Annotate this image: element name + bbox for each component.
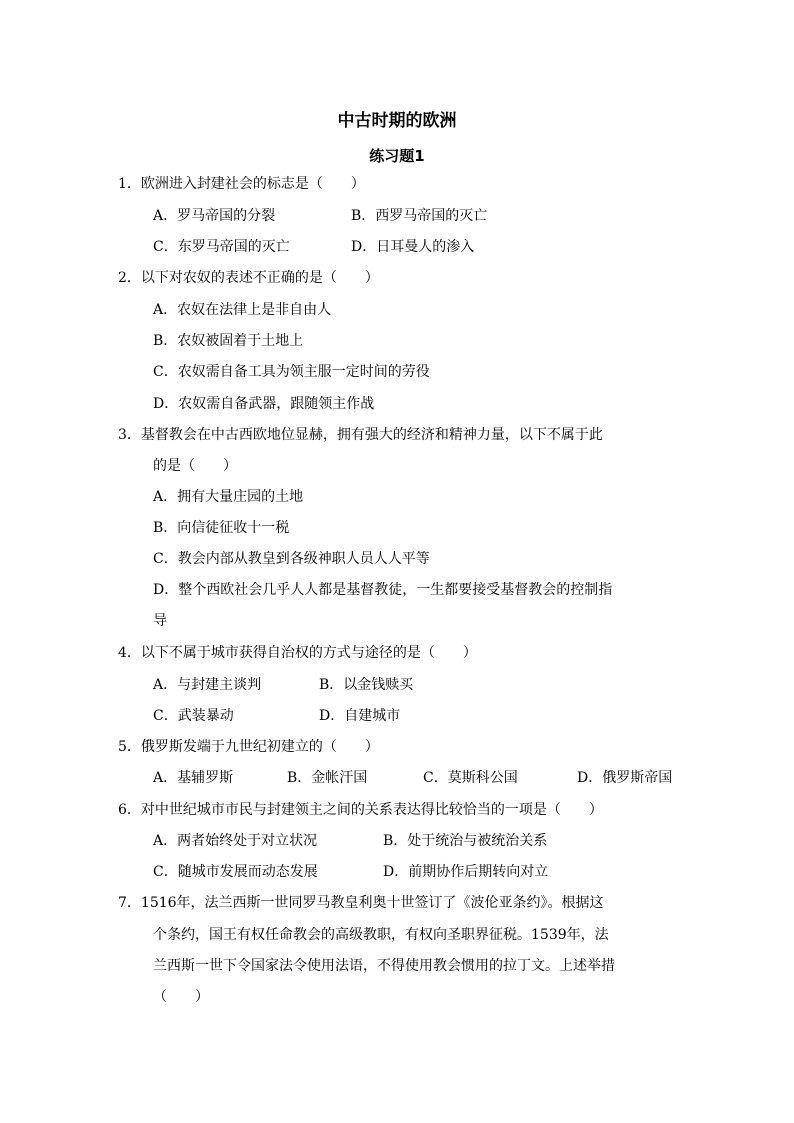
question-1-option-b: B．西罗马帝国的灭亡 bbox=[351, 208, 488, 224]
question-1-option-c: C．东罗马帝国的灭亡 bbox=[153, 239, 290, 255]
question-7-stem-line-1: 7．1516年，法兰西斯一世同罗马教皇利奥十世签订了《波伦亚条约》。根据这 bbox=[118, 895, 604, 911]
question-1-stem: 1．欧洲进入封建社会的标志是（ ） bbox=[118, 176, 365, 192]
question-2-stem: 2．以下对农奴的表述不正确的是（ ） bbox=[118, 270, 379, 286]
question-4-option-d: D．自建城市 bbox=[319, 708, 401, 724]
question-3-option-d: D．整个西欧社会几乎人人都是基督教徒，一生都要接受基督教会的控制指 bbox=[153, 582, 613, 598]
question-3-option-b: B．向信徒征收十一税 bbox=[153, 520, 290, 536]
question-5-option-a: A．基辅罗斯 bbox=[153, 770, 234, 786]
question-2-option-a: A．农奴在法律上是非自由人 bbox=[153, 302, 332, 318]
question-2-option-b: B．农奴被固着于土地上 bbox=[153, 333, 304, 349]
question-6-option-a: A．两者始终处于对立状况 bbox=[153, 833, 318, 849]
question-2-option-d: D．农奴需自备武器，跟随领主作战 bbox=[153, 396, 375, 412]
question-6-option-c: C．随城市发展而动态发展 bbox=[153, 864, 318, 880]
question-3-stem-line-2: 的是（ ） bbox=[153, 458, 237, 474]
question-5-option-c: C．莫斯科公国 bbox=[423, 770, 518, 786]
question-3-option-d-continued: 导 bbox=[153, 613, 167, 629]
question-6-stem: 6．对中世纪城市市民与封建领主之间的关系表达得比较恰当的一项是（ ） bbox=[118, 802, 603, 818]
question-5-option-b: B．金帐汗国 bbox=[287, 770, 368, 786]
question-6-option-b: B．处于统治与被统治关系 bbox=[383, 833, 548, 849]
question-2-option-c: C．农奴需自备工具为领主服一定时间的劳役 bbox=[153, 364, 430, 380]
question-4-option-b: B．以金钱赎买 bbox=[319, 677, 414, 693]
question-1-option-d: D．日耳曼人的渗入 bbox=[351, 239, 475, 255]
page-subtitle: 练习题1 bbox=[369, 147, 425, 165]
question-4-stem: 4．以下不属于城市获得自治权的方式与途径的是（ ） bbox=[118, 645, 477, 661]
question-5-option-d: D．俄罗斯帝国 bbox=[577, 770, 673, 786]
question-1-option-a: A．罗马帝国的分裂 bbox=[153, 208, 276, 224]
question-5-stem: 5．俄罗斯发端于九世纪初建立的（ ） bbox=[118, 739, 379, 755]
question-4-option-c: C．武装暴动 bbox=[153, 708, 234, 724]
question-4-option-a: A．与封建主谈判 bbox=[153, 677, 262, 693]
question-3-option-c: C．教会内部从教皇到各级神职人员人人平等 bbox=[153, 551, 430, 567]
question-3-stem-line-1: 3．基督教会在中古西欧地位显赫，拥有强大的经济和精神力量，以下不属于此 bbox=[118, 427, 603, 443]
question-7-stem-line-4: （ ） bbox=[153, 989, 209, 1005]
question-3-option-a: A．拥有大量庄园的土地 bbox=[153, 489, 304, 505]
question-7-stem-line-2: 个条约，国王有权任命教会的高级教职，有权向圣职界征税。1539年，法 bbox=[153, 927, 609, 943]
question-6-option-d: D．前期协作后期转向对立 bbox=[383, 864, 549, 880]
page-title: 中古时期的欧洲 bbox=[337, 111, 457, 131]
question-7-stem-line-3: 兰西斯一世下令国家法令使用法语，不得使用教会惯用的拉丁文。上述举措 bbox=[153, 958, 615, 974]
